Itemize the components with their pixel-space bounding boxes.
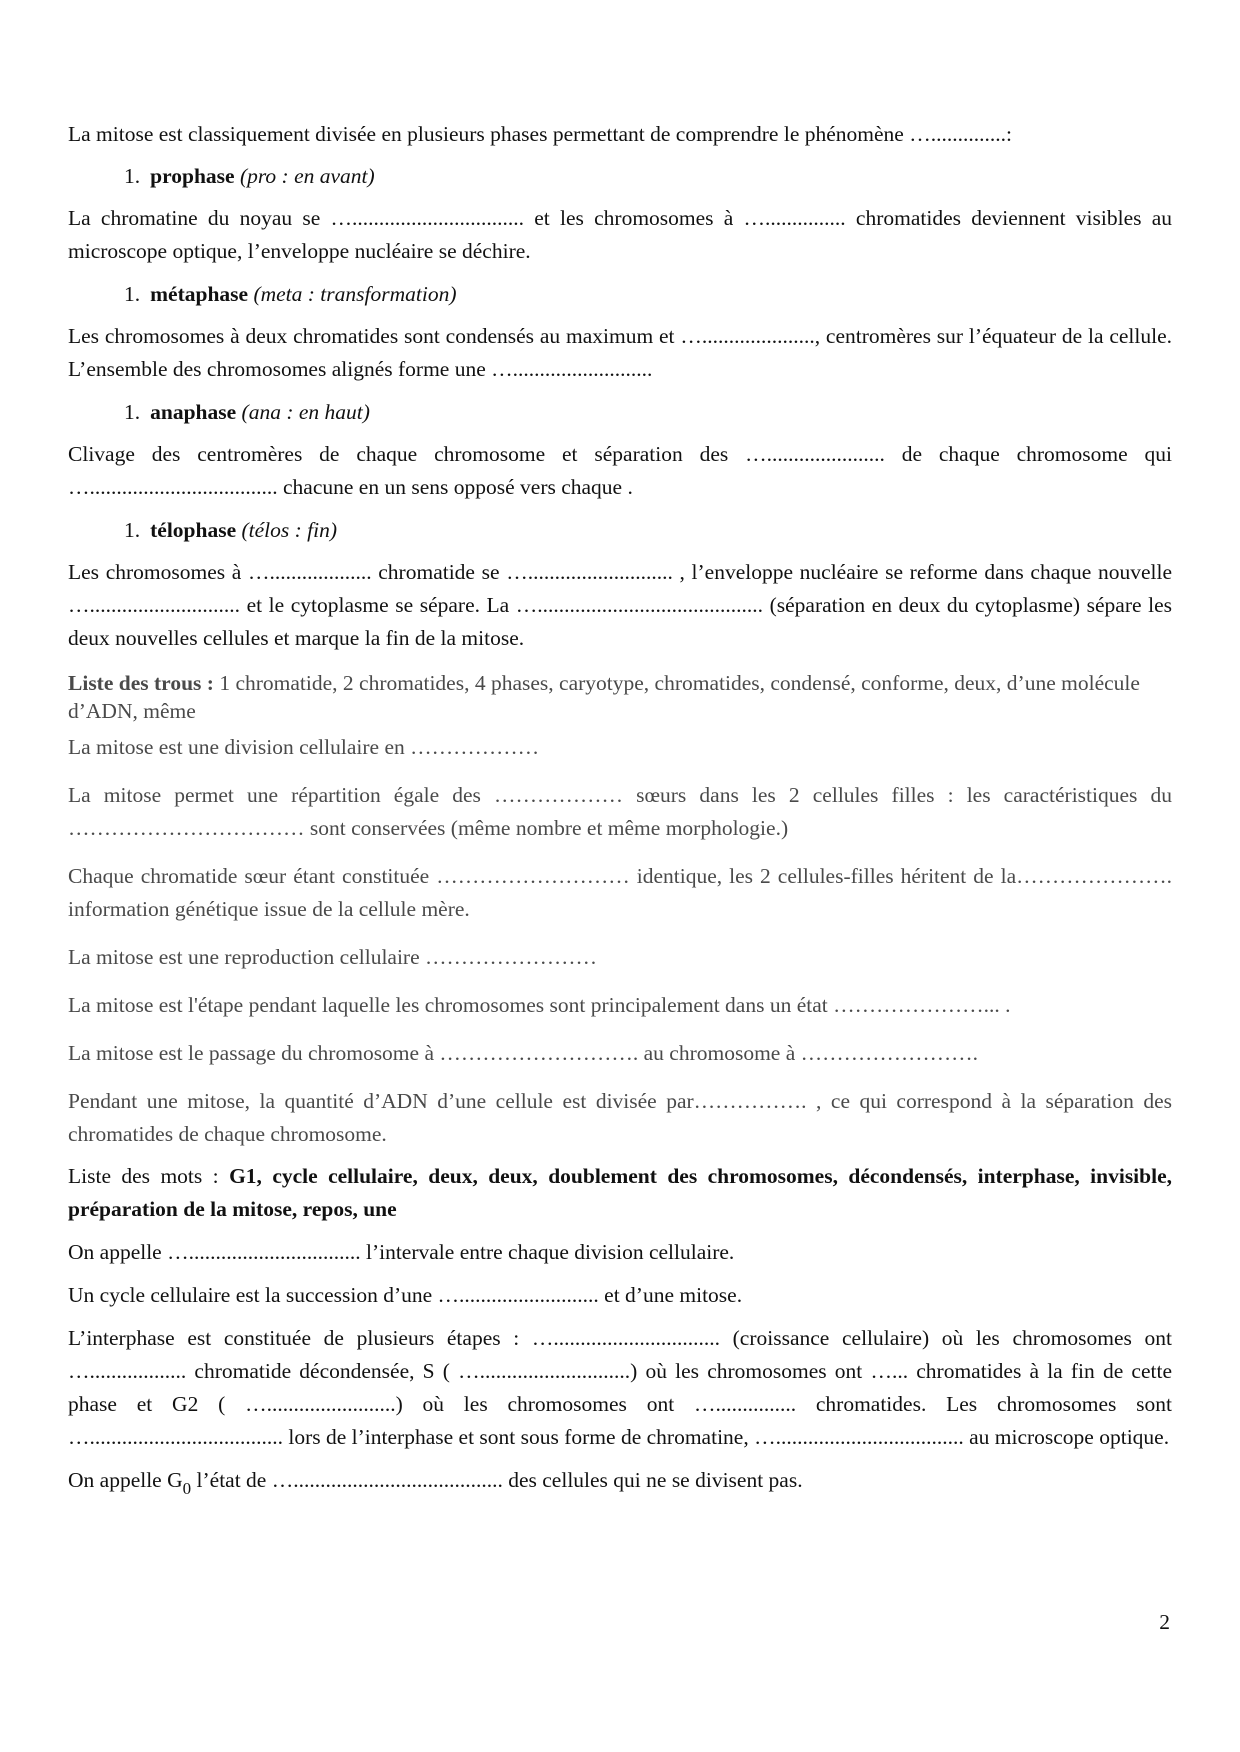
exercise-line: La mitose est une reproduction cellulaire …………………… [68, 945, 598, 969]
word-bank-holes [68, 669, 1172, 725]
word-bank-text: 1 chromatide, 2 chromatides, 4 phases, caryotype, chromatides, condensé, conforme, deux, d’une molécule d’ADN, même [68, 671, 1140, 723]
word-bank-label: Liste des trous : [68, 671, 214, 695]
prophase-text: La chromatine du noyau se …................................ et les chromosomes à …............... chromatides deviennent visibles au microscope optique, l’enveloppe nucléaire se déchire. [68, 206, 1172, 263]
phase-name: télophase [150, 518, 237, 542]
word-bank-words [68, 1160, 1172, 1226]
phase-heading-metaphase [124, 278, 1172, 311]
word-bank-label: Liste des mots : [68, 1164, 230, 1188]
phase-heading-anaphase [124, 396, 1172, 429]
g0-subscript: 0 [182, 1479, 192, 1498]
phase-name: métaphase [150, 282, 249, 306]
phase-etymology: (télos : fin) [241, 518, 338, 542]
phase-heading-prophase [124, 160, 1172, 193]
document-page [68, 118, 1172, 1498]
exercise-line: L’interphase est constituée de plusieurs étapes : …............................... (croissance cellulaire) où les chromosomes ont ….................. chromatide décondensée, S ( …............................) où les chromosomes ont …... chromatides à la fin de cette phase et G2 ( …........................) où les chromosomes ont …............... chromatides. Les chromosomes sont ….................................... lors de l’interphase et sont sous forme de chromatine, …................................... au microscope optique. [68, 1326, 1172, 1449]
phase-heading-telophase [124, 514, 1172, 547]
phase-etymology: (meta : transformation) [253, 282, 457, 306]
exercise-line-g0 [68, 1464, 1172, 1498]
page-number: 2 [1159, 1610, 1170, 1634]
phase-number: 1. [124, 164, 141, 188]
exercise-line: Pendant une mitose, la quantité d’ADN d’une cellule est divisée par……………. , ce qui correspond à la séparation des chromatides de chaque chromosome. [68, 1089, 1172, 1146]
phase-etymology: (pro : en avant) [239, 164, 375, 188]
exercise-line: On appelle …................................ l’intervale entre chaque division cellulaire. [68, 1240, 735, 1264]
telophase-text: Les chromosomes à …................... chromatide se …........................... , l’enveloppe nucléaire se reforme dans chaque nouvelle …............................ et le cytoplasme se sépare. La ….......................................... (séparation en deux du cytoplasme) sépare les deux nouvelles cellules et marque la fin de la mitose. [68, 560, 1172, 650]
intro-paragraph: La mitose est classiquement divisée en plusieurs phases permettant de comprendre le phénomène …..............: [68, 122, 1012, 146]
exercise-line: Chaque chromatide sœur étant constituée ……………………… identique, les 2 cellules-filles héritent de la…………………. information génétique issue de la cellule mère. [68, 864, 1172, 921]
phase-name: anaphase [150, 400, 237, 424]
exercise-line: La mitose est une division cellulaire en ……………… [68, 735, 540, 759]
phase-number: 1. [124, 400, 141, 424]
exercise-line: La mitose permet une répartition égale des ……………… sœurs dans les 2 cellules filles : les caractéristiques du …………………………… sont conservées (même nombre et même morphologie.) [68, 783, 1172, 840]
exercise-line: La mitose est le passage du chromosome à ………………………. au chromosome à ……………………. [68, 1041, 979, 1065]
word-bank-text: G1, cycle cellulaire, deux, deux, doublement des chromosomes, décondensés, interphase, invisible, préparation de la mitose, repos, une [68, 1164, 1173, 1221]
anaphase-text: Clivage des centromères de chaque chromosome et séparation des …...................... de chaque chromosome qui …................................... chacune en un sens opposé vers chaque . [68, 442, 1172, 499]
phase-number: 1. [124, 518, 141, 542]
exercise-line: Un cycle cellulaire est la succession d’une ….......................... et d’une mitose. [68, 1283, 743, 1307]
exercise-line: La mitose est l'étape pendant laquelle les chromosomes sont principalement dans un état …………………... . [68, 993, 1011, 1017]
g0-text-after: l’état de …....................................... des cellules qui ne se divisent pas. [191, 1468, 803, 1492]
metaphase-text: Les chromosomes à deux chromatides sont condensés au maximum et …....................., centromères sur l’équateur de la cellule. L’ensemble des chromosomes alignés forme une ….......................... [68, 324, 1172, 381]
phase-name: prophase [150, 164, 235, 188]
phase-number: 1. [124, 282, 141, 306]
g0-text-before: On appelle G [68, 1468, 183, 1492]
phase-etymology: (ana : en haut) [241, 400, 370, 424]
